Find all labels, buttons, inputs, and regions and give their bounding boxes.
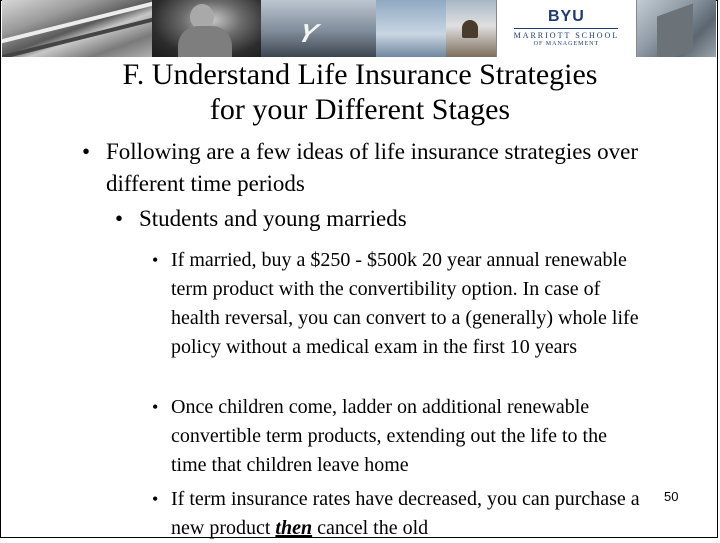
banner-photo-mountain-y xyxy=(261,0,376,57)
bullet-level3-item xyxy=(152,246,642,362)
slide-title xyxy=(30,57,690,127)
banner-photo-building xyxy=(637,0,716,57)
banner-photo-statue xyxy=(152,0,262,57)
bullet-marker: • xyxy=(152,397,159,417)
bullet-level1 xyxy=(82,136,702,200)
bullet-level3-item xyxy=(152,485,642,543)
header-banner xyxy=(2,0,716,57)
slide-title-line1: F. Understand Life Insurance Strategies xyxy=(122,58,598,91)
bullet-text: Following are a few ideas of life insurance strategies over different time periods xyxy=(106,139,638,196)
bullet-text: Once children come, ladder on additional renewable convertible term products, extending out the life to the time that children leave home xyxy=(171,396,607,476)
bell-icon xyxy=(462,20,478,38)
bullet-text: If married, buy a $250 - $500k 20 year annual renewable term product with the convertibility option. In case of health reversal, you can convert to a (generally) whole life policy without a medical exam in the first 10 years xyxy=(171,249,639,358)
bullet-marker: • xyxy=(82,139,91,164)
bullet-marker: • xyxy=(152,250,159,270)
logo-divider xyxy=(514,28,618,29)
bullet-text-part1: If term insurance rates have decreased, you can purchase a new product xyxy=(171,488,640,539)
bullet-marker: • xyxy=(152,489,159,509)
logo-school-line2: OF MANAGEMENT xyxy=(533,40,600,47)
banner-photo-architecture xyxy=(2,0,152,57)
byu-marriott-logo xyxy=(496,0,638,57)
byu-logo-text: BYU xyxy=(548,7,585,25)
logo-school-line1: MARRIOTT SCHOOL xyxy=(513,30,620,40)
bullet-level2 xyxy=(115,204,695,234)
banner-photo-sky xyxy=(376,0,446,57)
emphasized-word: then xyxy=(275,517,313,539)
bullet-text: Students and young marrieds xyxy=(139,206,407,231)
bullet-text-part2: cancel the old xyxy=(312,517,429,539)
mountain-y-mark: Y xyxy=(294,18,322,48)
page-number: 50 xyxy=(664,489,679,504)
slide-title-line2: for your Different Stages xyxy=(209,93,511,126)
bullet-level3-item xyxy=(152,393,642,480)
bullet-marker: • xyxy=(115,206,124,231)
banner-photo-bell xyxy=(446,0,496,57)
bullet-text xyxy=(171,485,642,543)
statue-body-shape xyxy=(178,26,232,57)
